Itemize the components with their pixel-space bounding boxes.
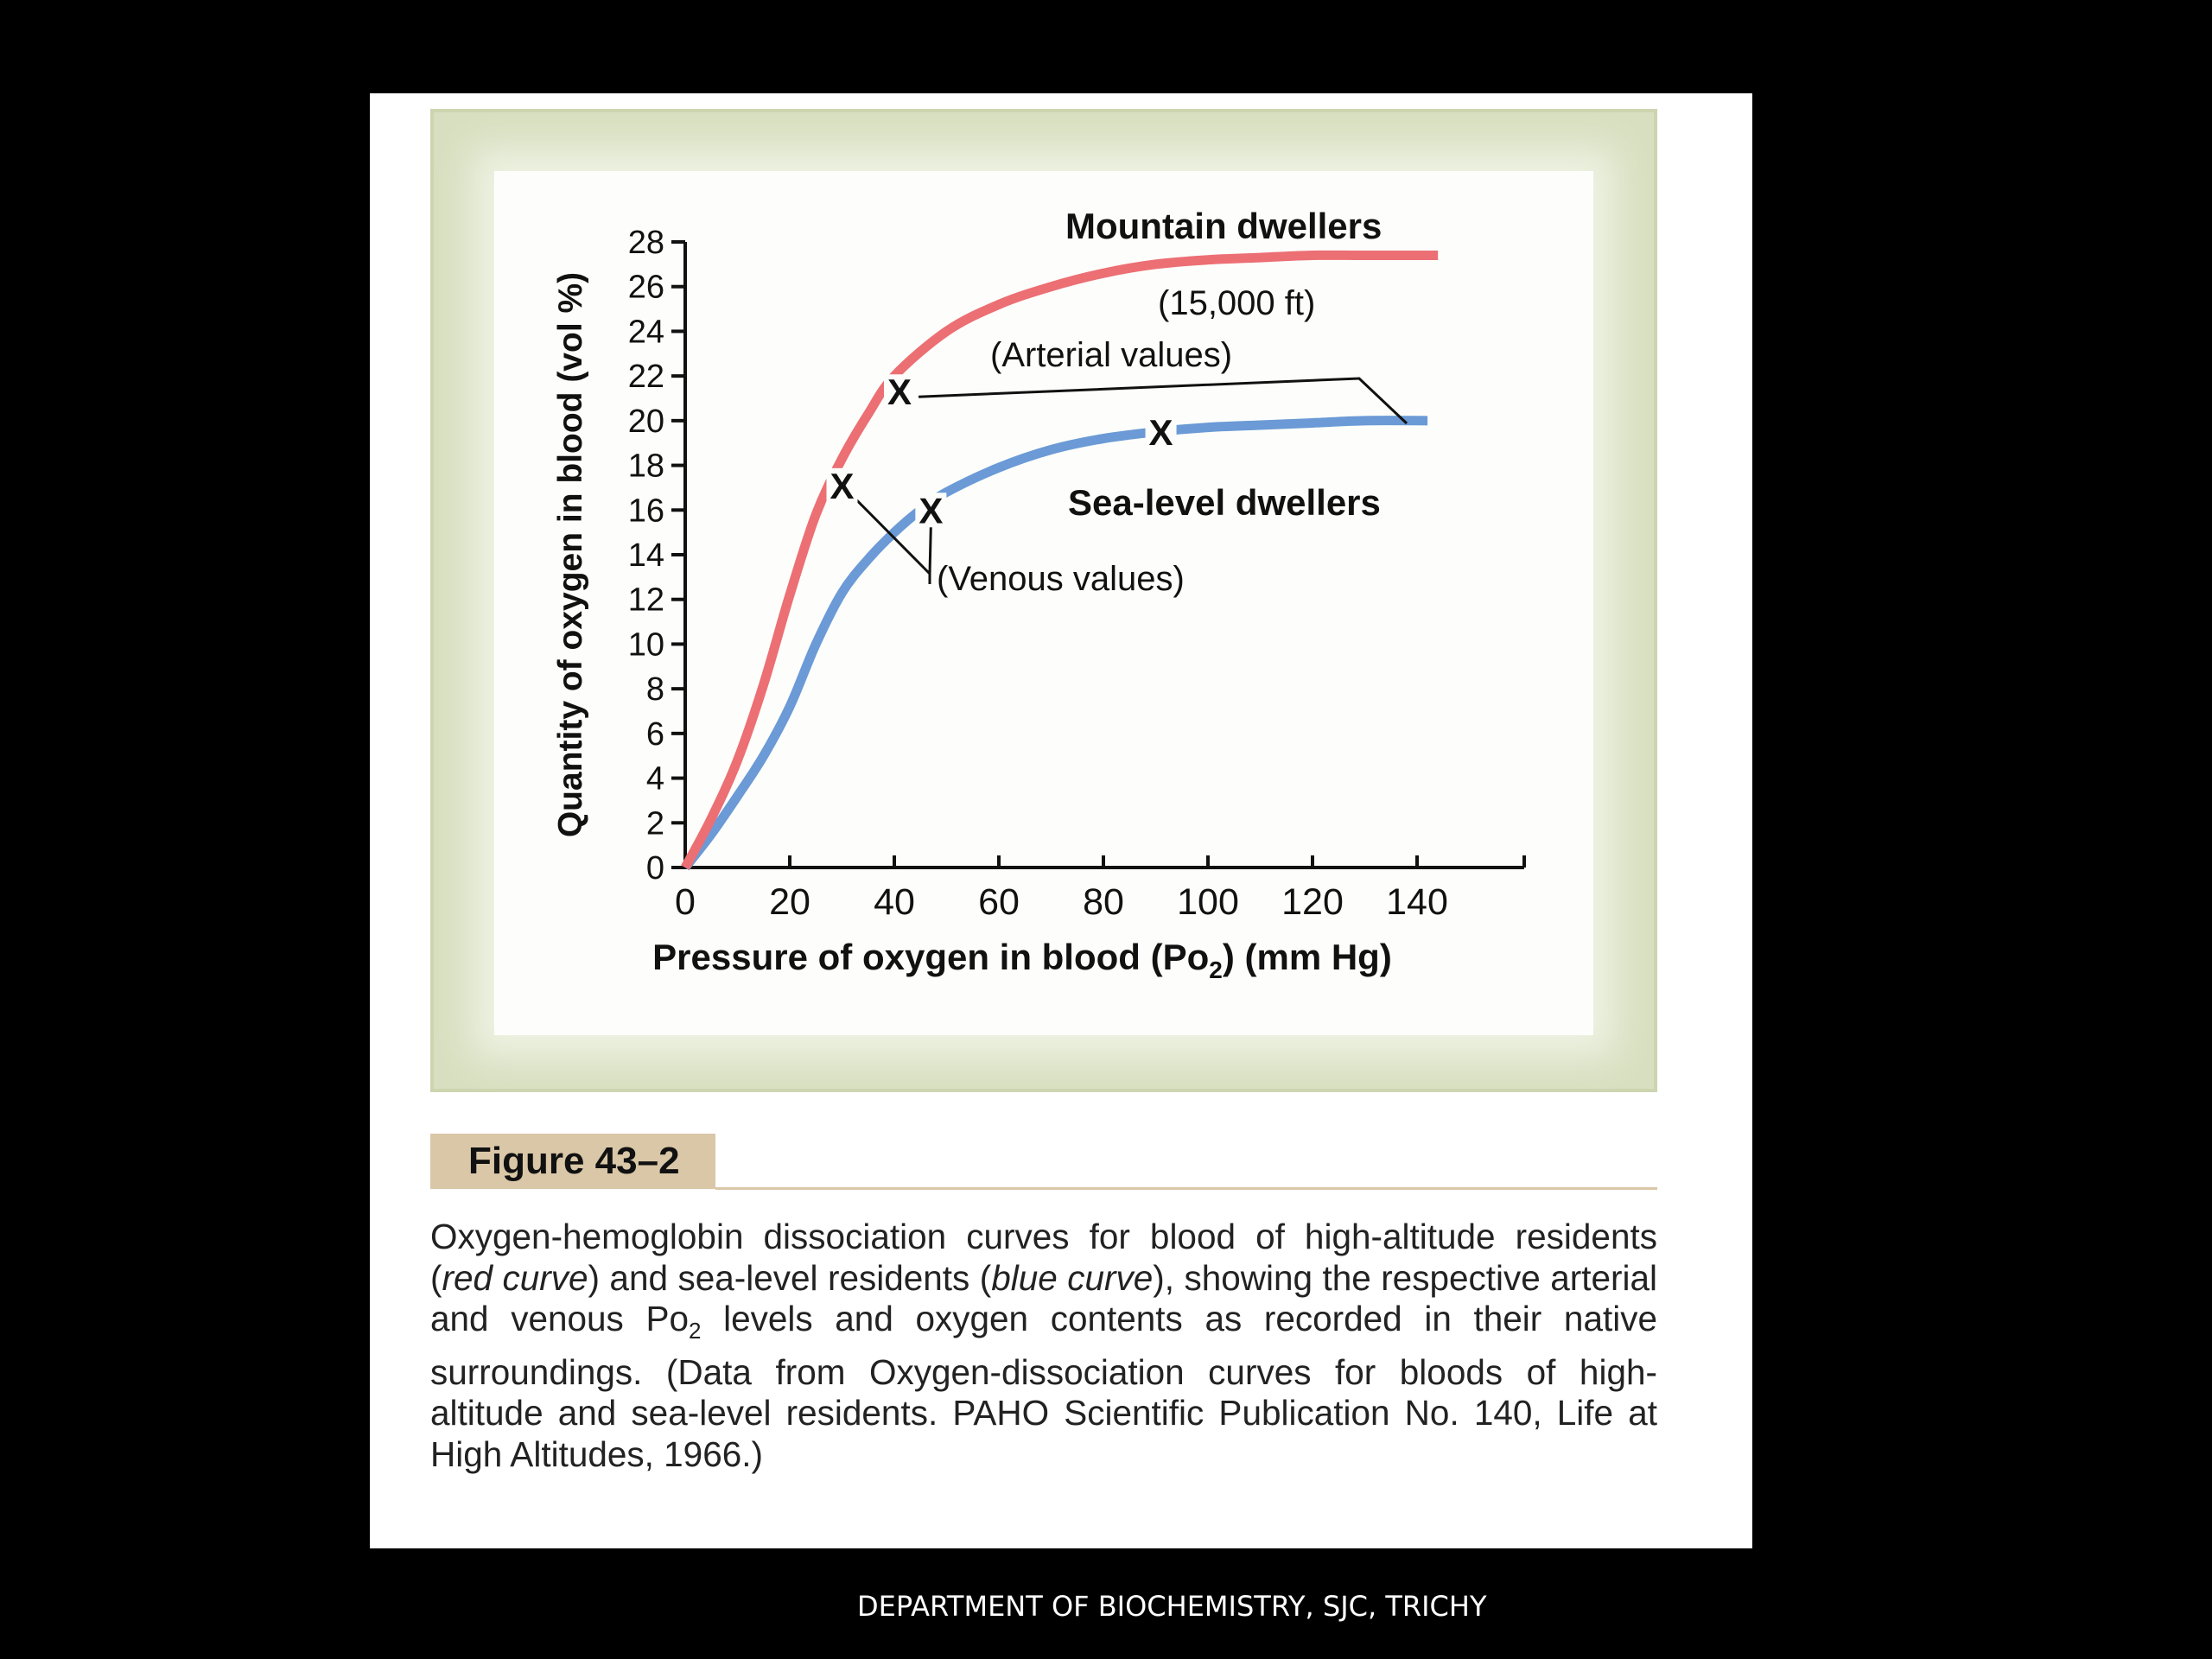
altitude-label: (15,000 ft) [1158, 284, 1316, 322]
sea-level-dwellers-label: Sea-level dwellers [1068, 482, 1381, 523]
data-marker: X [830, 465, 855, 506]
footer-text: DEPARTMENT OF BIOCHEMISTRY, SJC, TRICHY [857, 1590, 1487, 1623]
x-tick-label: 120 [1281, 881, 1344, 923]
x-tick-label: 40 [874, 881, 915, 923]
y-tick-label: 16 [627, 493, 664, 530]
y-tick-label: 6 [645, 715, 664, 753]
venous-values-label: (Venous values) [937, 560, 1185, 598]
data-marker: X [1148, 411, 1173, 453]
caption-part: 2 [688, 1318, 702, 1344]
chart-annotations [827, 206, 1408, 598]
caption-part: levels and oxygen contents as recorded in their native surroundings. (Data from Oxygen-dissociation curves for bloods of high-altitude and sea-level residents. PAHO Scientific Publication No. 140, Life at High Altitudes, 1966.) [430, 1299, 1657, 1474]
y-tick-label: 0 [645, 850, 664, 887]
y-tick-label: 8 [645, 671, 664, 709]
data-marker: X [918, 490, 944, 531]
x-tick-label: 80 [1083, 881, 1124, 923]
data-marker: X [887, 372, 912, 413]
y-axis-label: Quantity of oxygen in blood (vol %) [552, 271, 589, 838]
venous-leader-line [930, 525, 931, 584]
figure-label-rule [715, 1187, 1657, 1190]
caption-part: Oxygen-hemoglobin dissociation curves for blood of high-altitude residents ( [430, 1217, 1657, 1298]
x-tick-label: 100 [1177, 881, 1239, 923]
caption-part: red curve [442, 1257, 588, 1298]
figure-label: Figure 43–2 [430, 1134, 715, 1189]
figure-caption [430, 1217, 1657, 1475]
x-axis-label: Pressure of oxygen in blood $(Po_2)$ (mm Hg) [652, 937, 1392, 983]
x-tick-label: 0 [675, 881, 696, 923]
y-tick-label: 18 [627, 448, 664, 485]
y-tick-label: 10 [627, 626, 664, 664]
x-tick-label: 140 [1386, 881, 1448, 923]
mountain-dwellers-label: Mountain dwellers [1065, 206, 1382, 246]
arterial-values-label: (Arterial values) [990, 336, 1233, 374]
y-tick-label: 12 [627, 582, 664, 619]
y-tick-label: 26 [627, 269, 664, 306]
caption-part: ) and sea-level residents ( [588, 1257, 992, 1298]
caption-part: blue curve [991, 1257, 1154, 1298]
x-tick-label: 60 [978, 881, 1020, 923]
x-tick-label: 20 [769, 881, 810, 923]
y-tick-label: 14 [627, 537, 664, 574]
caption-part: ), showing the respective arterial and venous Po [430, 1257, 1658, 1338]
figure-card [370, 93, 1752, 1548]
oxygen-dissociation-chart [370, 93, 1752, 1113]
y-tick-label: 24 [627, 314, 664, 351]
y-tick-label: 2 [645, 805, 664, 842]
y-tick-label: 20 [627, 403, 664, 440]
y-tick-label: 28 [627, 225, 664, 261]
y-tick-label: 22 [627, 359, 664, 396]
y-tick-label: 4 [645, 760, 664, 798]
